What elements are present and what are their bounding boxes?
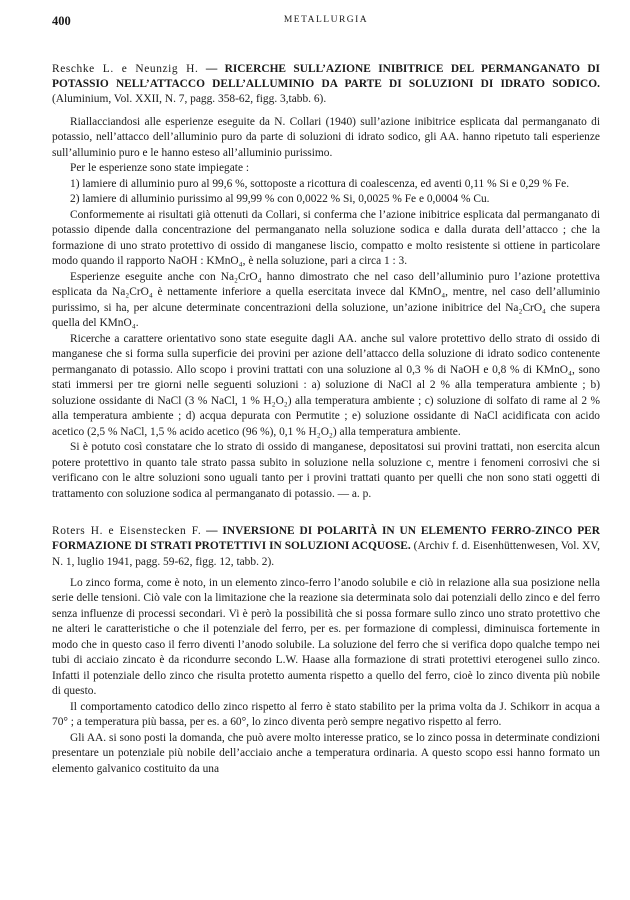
- body-paragraph: Conformemente ai risultati già ottenuti da Collari, si conferma che l’azione inibitrice esplicata dal permanganato di potassio dipende dalla concentrazione del permanganato nella soluzione sodica e dalla durata dell’attacco ; che la formazione di uno strato protettivo di ossido di manganese liscio, compatto e molto resistente si ottiene in particolare modo quando il rapporto NaOH : KMnO₄, è nella soluzione, pari a circa 1 : 3.: [52, 208, 600, 268]
- article-title: — RICERCHE SULL’AZIONE INIBITRICE DEL PERMANGANATO DI POTASSIO NELL’ATTACCO DELL’ALLUMINIO DA PARTE DI SOLUZIONI DI IDRATO SODICO.: [52, 63, 600, 91]
- article-source: (Aluminium, Vol. XXII, N. 7, pagg. 358-62, figg. 3,tabb. 6).: [52, 93, 327, 106]
- running-title: METALLURGIA: [283, 15, 369, 25]
- body-paragraph: Riallacciandosi alle esperienze eseguite da N. Collari (1940) sull’azione inibitrice esplicata dal permanganato di potassio, nell’attacco dell’alluminio puro da parte di soluzioni di idrato sodico, gli AA. hanno ripetuto tali esperienze sull’alluminio puro e le hanno esteso all’alluminio purissimo.: [52, 115, 600, 159]
- body-paragraph: Esperienze eseguite anche con Na₂CrO₄ hanno dimostrato che nel caso dell’alluminio puro l’azione protettiva esplicata da Na₂CrO₄ è nettamente inferiore a quella esercitata invece dal KMnO₄, mentre, nel caso dell’alluminio purissimo, si ha, per alcune determinate concentrazioni della soluzione, un’azione inibitrice del Na₂CrO₄ che supera quella del KMnO₄.: [52, 270, 600, 330]
- page-header: [52, 14, 600, 34]
- article-source: (Archiv f. d. Eisenhüttenwesen, Vol. XV, N. 1, luglio 1941, pagg. 59-62, figg. 12, tabb. 2).: [52, 540, 600, 568]
- article-heading: [52, 524, 600, 570]
- body-paragraph: Ricerche a carattere orientativo sono state eseguite dagli AA. anche sul valore protettivo dello strato di ossido di manganese che si forma sulla superficie dei provini per azione dell’attacco della soluzione di idrato sodico contenente permanganato di potassio. Allo scopo i provini trattati con una soluzione al 0,3 % di NaOH e 0,8 % di KMnO₄, sono stati immersi per tre giorni nelle seguenti soluzioni : a) soluzione di NaCl al 2 % alla temperatura ambiente ; b) soluzione ossidante di NaCl (3 % NaCl, 1 % H₂O₂) alla temperatura ambiente ; c) soluzione di solfato di rame al 2 % alla temperatura ambiente ; d) acqua depurata con Permutite ; e) soluzione ossidante di NaCl acidificata con acido acetico (2,5 % NaCl, 1,5 % acido acetico (96 %), 0,1 % H₂O₂) alla temperatura ambiente.: [52, 332, 600, 438]
- body-paragraph: Lo zinco forma, come è noto, in un elemento zinco-ferro l’anodo solubile e ciò in relazione alla sua posizione nella serie delle tensioni. Ciò vale con la limitazione che la reazione sia determinata solo dai potenziali dello zinco e del ferro senza influenze di processi secondari. Vi è però la possibilità che si possa formare sullo zinco uno strato protettivo che ne alteri le caratteristiche o che il potenziale del ferro, per es. per formazione di complessi, diminuisca fortemente in modo che in questo caso il ferro diventi l’anodo solubile. La soluzione del ferro che si verifica dopo qualche tempo nei tubi di acciaio zincato è da ricondurre secondo L.W. Haase alla formazione di strati protettivi eterogenei sullo zinco. Infatti il potenziale dello zinco che risulta protetto aumenta rispetto a quello del ferro, cioè lo zinco diventa più nobile di questo.: [52, 576, 600, 698]
- article-body: [52, 115, 600, 503]
- article-heading: [52, 62, 600, 108]
- page-number: 400: [52, 14, 71, 28]
- article-authors: Roters H. e Eisenstecken F.: [52, 525, 202, 538]
- article-roters-eisenstecken: [52, 524, 600, 777]
- article-authors: Reschke L. e Neunzig H.: [52, 63, 199, 75]
- article-body: [52, 576, 600, 778]
- body-paragraph: Il comportamento catodico dello zinco rispetto al ferro è stato stabilito per la prima volta da J. Schikorr in acqua a 70° ; a temperatura più bassa, per es. a 60°, lo zinco diventa però sempre negativo rispetto al ferro.: [52, 700, 600, 729]
- list-item: 2) lamiere di alluminio purissimo al 99,99 % con 0,0022 % Si, 0,0025 % Fe e 0,0004 % Cu.: [70, 193, 490, 206]
- article-title: — INVERSIONE DI POLARITÀ IN UN ELEMENTO FERRO-ZINCO PER FORMAZIONE DI STRATI PROTETTIVI IN SOLUZIONI ACQUOSE.: [52, 525, 600, 553]
- body-paragraph: Gli AA. si sono posti la domanda, che può avere molto interesse pratico, se lo zinco possa in determinate condizioni presentare un potenziale più nobile dell’acciaio anche a temperatura ordinaria. A questo scopo essi hanno formato un elemento galvanico costituito da una: [52, 731, 600, 775]
- list-item: 1) lamiere di alluminio puro al 99,6 %, sottoposte a ricottura di coalescenza, ed aventi 0,11 % Si e 0,29 % Fe.: [70, 177, 570, 190]
- journal-page: [52, 14, 600, 894]
- article-reschke-neunzig: [52, 62, 600, 502]
- body-paragraph: Per le esperienze sono state impiegate :: [70, 162, 250, 175]
- body-paragraph: Si è potuto così constatare che lo strato di ossido di manganese, depositatosi sui provini trattati, non esercita alcun potere protettivo in quanto tale strato passa subito in soluzione nella soluzione c, mentre i fenomeni corrosivi che si verificano con le altre soluzioni sono uguali tanto per i provini trattati quanto per quelli che non sono stati oggetti di trattamento con soluzione sodica al permanganato di potassio. — a. p.: [52, 441, 600, 500]
